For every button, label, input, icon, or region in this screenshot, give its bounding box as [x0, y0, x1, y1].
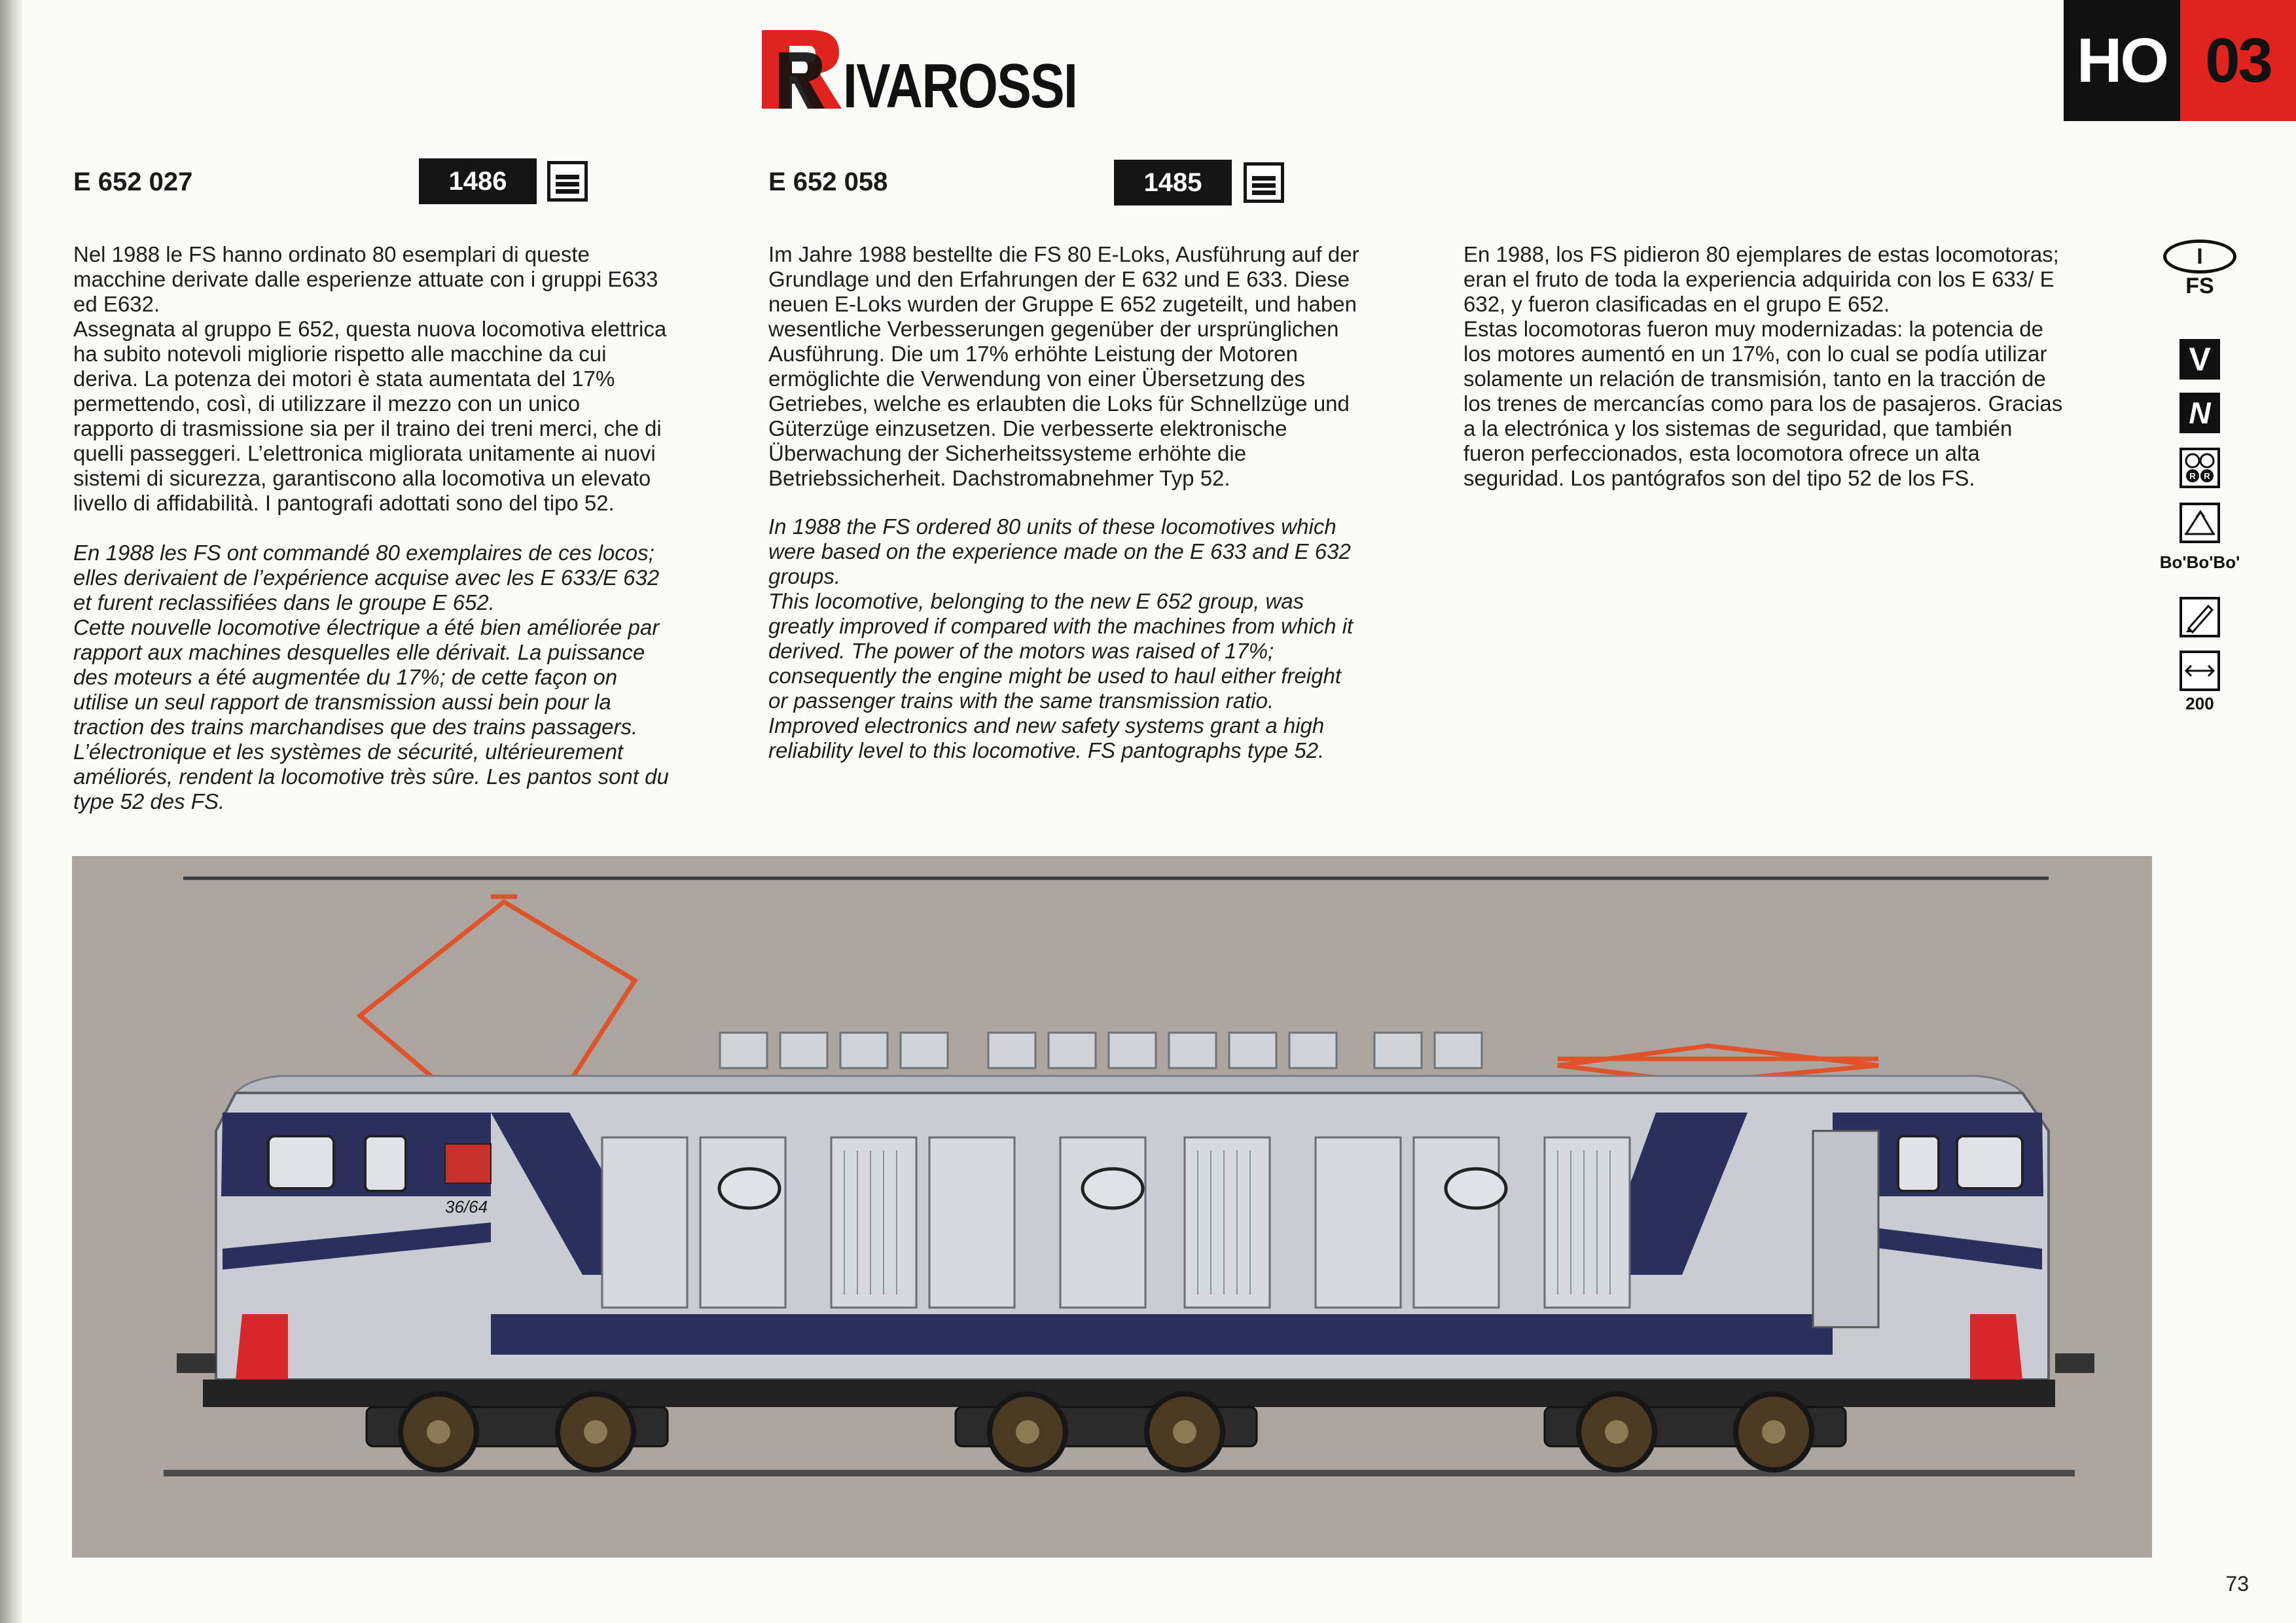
e652-locomotive-drawing	[72, 856, 2152, 1558]
traction-wheel-icon	[2179, 503, 2220, 543]
length-symbol	[2157, 651, 2242, 714]
rivarossi-logo	[759, 26, 1126, 121]
dc-current-icon	[547, 161, 588, 202]
svg-text:R: R	[2204, 471, 2210, 481]
scale-label: HO	[2064, 0, 2180, 121]
svg-text:R: R	[2189, 471, 2196, 481]
wheels-icon	[2179, 448, 2220, 488]
axle-arrangement: Bo'Bo'Bo'	[2159, 552, 2240, 572]
n-symbol	[2157, 393, 2242, 433]
description-english: In 1988 the FS ordered 80 units of these locomotives which were based on the experience made on the E 633 and E 632 groups. This locomotive, belonging to the new E 652 group, was greatly improved if compared with the machines from which it derived. The power of the motors was raised of 17%; consequently the engine might be used to haul either freight or passenger trains with the same transmission ratio. Improved electronics and new safety systems grant a high reliability level to this locomotive. FS pantographs type 52.	[768, 514, 1354, 762]
section-number: 03	[2180, 0, 2296, 121]
pen-detail-icon	[2179, 597, 2220, 637]
section-tab	[2064, 0, 2296, 121]
v-icon: V	[2179, 339, 2220, 380]
railway-label: FS	[2185, 274, 2214, 298]
description-german: Im Jahre 1988 bestellte die FS 80 E-Loks, Ausführung auf der Grundlage und den Erfahrungen der E 632 und E 633. Diese neuen E-Loks wurden der Gruppe E 652 zugeteilt, und haben wesentliche Verbesserungen gegenüber der ursprünglichen Ausführung. Die um 17% erhöhte Leistung der Motoren ermöglichte die Verwendung von einer Übersetzung des Getriebes, welche es erlaubten die Loks für Schnellzüge und Güterzüge einzusetzen. Die verbesserte elektronische Überwachung der Sicherheitssysteme erhöhte die Betriebssicherheit. Dachstromabnehmer Typ 52.	[768, 242, 1359, 490]
page-binding-shadow	[0, 0, 22, 1623]
model-title-right: E 652 058	[768, 168, 888, 196]
n-icon: N	[2179, 393, 2220, 433]
v-symbol	[2157, 339, 2242, 380]
locomotive-number: 36/64	[445, 1197, 488, 1217]
traction-symbol	[2157, 503, 2242, 573]
dc-current-icon	[1244, 162, 1284, 203]
model-title-left: E 652 027	[73, 168, 193, 196]
reference-number-left: 1486	[419, 158, 537, 204]
length-value: 200	[2185, 694, 2214, 713]
rivarossi-r-emblem-icon	[759, 26, 844, 111]
country-oval-icon: I	[2163, 240, 2236, 274]
brand-name: IVAROSSI	[843, 51, 1077, 121]
wheels-symbol	[2157, 448, 2242, 488]
detail-symbol	[2157, 597, 2242, 637]
page-number: 73	[2225, 1572, 2249, 1596]
locomotive-illustration	[72, 856, 2152, 1558]
description-french: En 1988 les FS ont commandé 80 exemplaires de ces locos; elles derivaient de l’expérience acquise avec les E 633/E 632 et furent reclassifiées dans le groupe E 652. Cette nouvelle locomotive électrique a été bien améliorée par rapport aux machines desquelles elle dérivait. La puissance des moteurs a été augmentée du 17%; de cette façon on utilise un seul rapport de transmission aussi bein pour la traction des trains marchandises que des trains passagers. L’électronique et les systèmes de sécurité, ultérieurement améliorés, rendent la locomotive très sûre. Les pantos sont du type 52 des FS.	[73, 541, 669, 813]
length-arrow-icon	[2179, 651, 2220, 691]
description-italian: Nel 1988 le FS hanno ordinato 80 esemplari di queste macchine derivate dalle esperienze attuate con i gruppi E633 ed E632. Assegnata al gruppo E 652, questa nuova locomotiva elettrica ha subito notevoli migliorie rispetto alle macchine da cui deriva. La potenza dei motori è stata aumentata del 17% permettendo, così, di utilizzare il mezzo con un unico rapporto di trasmissione sia per il traino dei treni merci, che di quelli passeggeri. L’elettronica migliorata unitamente ai nuovi sistemi di sicurezza, garantiscono alla locomotiva un elevato livello di affidabilità. I pantografi adottati sono del tipo 52.	[73, 242, 667, 515]
reference-number-right: 1485	[1114, 160, 1232, 205]
country-symbol	[2157, 240, 2242, 299]
description-spanish: En 1988, los FS pidieron 80 ejemplares de estas locomotoras; eran el fruto de toda la experiencia adquirida con los E 633/ E 632, y fueron clasificadas en el grupo E 652. Estas locomotoras fueron muy modernizadas: la potencia de los motores aumentó en un 17%, con lo cual se podía utilizar solamente un relación de transmisión, tanto en la tracción de los trenes de mercancías como para los de pasajeros. Gracias a la electrónica y los sistemas de seguridad, que también fueron perfeccionados, esta locomotora ofrece un alta seguridad. Los pantógrafos son del tipo 52 de los FS.	[1463, 242, 2063, 490]
